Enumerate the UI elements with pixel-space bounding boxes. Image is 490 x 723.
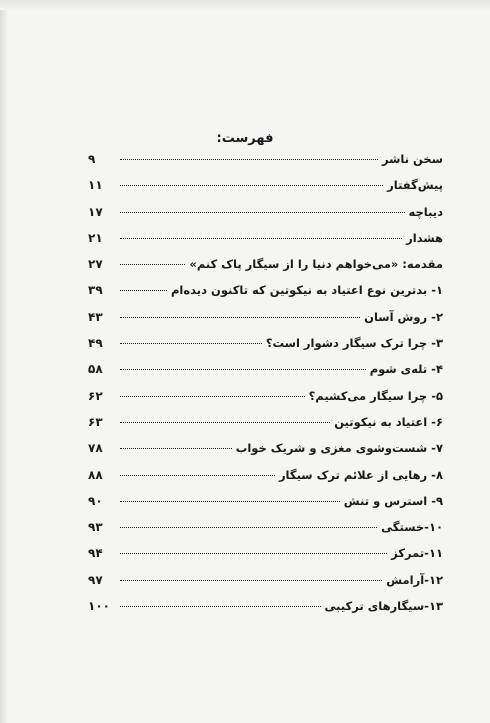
toc-entry-label: ۳- چرا ترک سیگار دشوار است؟	[265, 336, 443, 351]
toc-entry-page: ۹۳	[88, 520, 103, 535]
toc-dot-leader	[120, 185, 383, 186]
toc-entry-page: ۹۰	[88, 493, 103, 508]
toc-entry-page: ۲۷	[88, 257, 103, 272]
toc-dot-leader	[120, 475, 275, 476]
toc-entry	[88, 389, 443, 415]
toc-dot-leader	[120, 290, 167, 291]
toc-entry-page: ۱۰۰	[88, 599, 110, 614]
toc-entry	[88, 205, 443, 231]
toc-entry-page: ۲۱	[88, 230, 103, 245]
toc-dot-leader	[120, 527, 377, 528]
toc-dot-leader	[120, 238, 402, 239]
toc-entry-page: ۱۱	[88, 178, 103, 193]
toc-dot-leader	[120, 343, 262, 344]
toc-entry-page: ۶۲	[88, 388, 103, 403]
toc-entry-label: ۱۰-خستگی	[381, 520, 443, 535]
toc-dot-leader	[120, 264, 185, 265]
toc-entry-label: ۴- تله‌ی شوم	[369, 362, 443, 377]
toc-entry	[88, 494, 443, 520]
toc-entry-label: ۵- چرا سیگار می‌کشیم؟	[308, 388, 443, 403]
toc-entry	[88, 310, 443, 336]
toc-dot-leader	[120, 448, 232, 449]
toc-entry-label: هشدار	[406, 230, 443, 245]
toc-entry	[88, 599, 443, 625]
toc-entry-page: ۷۸	[88, 441, 103, 456]
toc-entry	[88, 573, 443, 599]
toc-list	[88, 152, 443, 625]
toc-entry	[88, 336, 443, 362]
toc-entry-label: پیش‌گفتار	[387, 178, 443, 193]
toc-dot-leader	[120, 606, 321, 607]
toc-dot-leader	[120, 317, 360, 318]
toc-entry-label: ۱۲-آرامش	[386, 572, 443, 587]
toc-dot-leader	[120, 501, 340, 502]
toc-entry-label: مقدمه: «می‌خواهم دنیا را از سیگار پاک کنم»	[189, 257, 443, 272]
toc-entry-label: ۱۳-سیگارهای ترکیبی	[324, 599, 443, 614]
toc-entry	[88, 283, 443, 309]
toc-entry-page: ۶۳	[88, 414, 103, 429]
toc-entry	[88, 257, 443, 283]
toc-dot-leader	[120, 553, 387, 554]
toc-entry-label: ۶- اعتیاد به نیکوتین	[334, 414, 443, 429]
toc-entry-page: ۵۸	[88, 362, 103, 377]
toc-entry-label: ۲- روش آسان	[364, 309, 443, 324]
toc-entry-page: ۳۹	[88, 283, 103, 298]
toc-entry	[88, 178, 443, 204]
toc-title: فهرست:	[216, 131, 274, 146]
toc-entry	[88, 520, 443, 546]
toc-entry-label: ۹- استرس و تنش	[343, 493, 443, 508]
toc-dot-leader	[120, 396, 305, 397]
toc-entry-label: ۱۱-تمرکز	[391, 546, 443, 561]
toc-dot-leader	[120, 159, 378, 160]
scan-edge-top	[0, 0, 490, 10]
toc-entry	[88, 468, 443, 494]
toc-dot-leader	[120, 580, 382, 581]
toc-entry-page: ۱۷	[88, 204, 103, 219]
toc-entry-label: ۸- رهایی از علائم ترک سیگار	[278, 467, 443, 482]
toc-entry	[88, 415, 443, 441]
toc-entry-page: ۴۳	[88, 309, 103, 324]
toc-entry-label: دیباچه	[408, 204, 443, 219]
toc-entry-page: ۹	[88, 152, 96, 166]
toc-entry	[88, 231, 443, 257]
toc-entry-label: ۱- بدترین نوع اعتیاد به نیکوتین که تاکنون دیده‌ام	[170, 283, 443, 298]
toc-entry-label: ۷- شست‌وشوی مغزی و شریک خواب	[235, 441, 443, 456]
scan-edge-left	[0, 0, 8, 723]
toc-dot-leader	[120, 212, 405, 213]
toc-entry	[88, 441, 443, 467]
toc-entry-page: ۴۹	[88, 336, 103, 351]
toc-entry	[88, 152, 443, 178]
toc-entry-page: ۹۷	[88, 572, 103, 587]
toc-entry	[88, 362, 443, 388]
toc-entry-page: ۸۸	[88, 467, 103, 482]
toc-dot-leader	[120, 422, 330, 423]
toc-entry	[88, 546, 443, 572]
toc-entry-label: سخن ناشر	[381, 152, 443, 166]
toc-dot-leader	[120, 369, 366, 370]
toc-entry-page: ۹۴	[88, 546, 103, 561]
